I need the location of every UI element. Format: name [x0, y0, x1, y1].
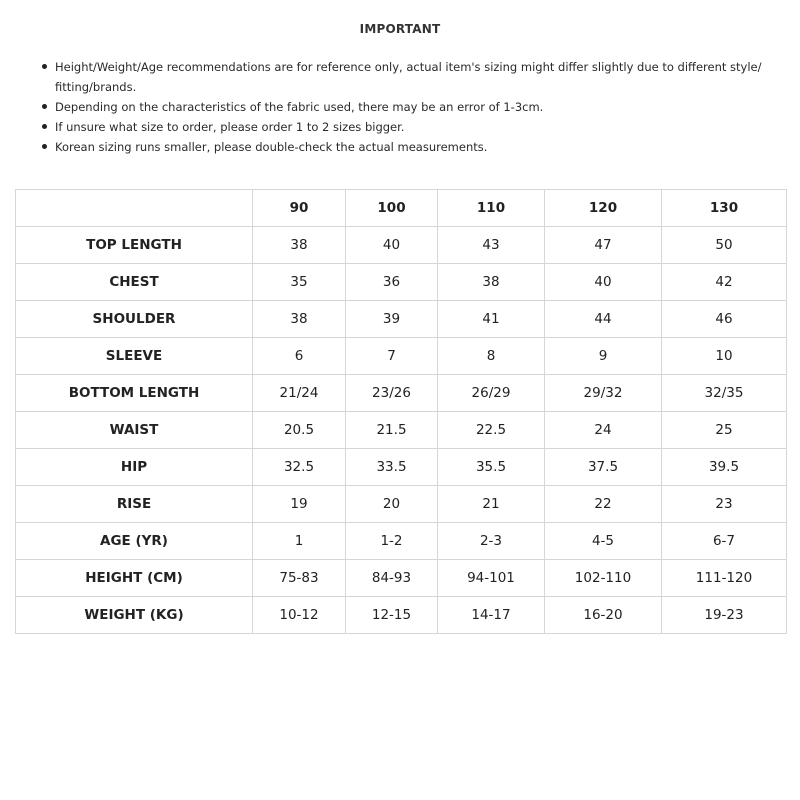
- table-cell: 23: [662, 486, 787, 523]
- corner-cell: [16, 190, 253, 227]
- table-cell: 25: [662, 412, 787, 449]
- table-cell: 37.5: [545, 449, 662, 486]
- table-cell: 36: [346, 264, 438, 301]
- table-cell: 22.5: [438, 412, 545, 449]
- notice-item: Height/Weight/Age recommendations are for reference only, actual item's sizing might differ slightly due to different style/ fitting/brands.: [40, 57, 780, 97]
- table-cell: 1-2: [346, 523, 438, 560]
- row-label: WAIST: [16, 412, 253, 449]
- table-cell: 32.5: [253, 449, 346, 486]
- table-row: [16, 375, 787, 412]
- table-row: [16, 227, 787, 264]
- row-label: SLEEVE: [16, 338, 253, 375]
- notice-item: If unsure what size to order, please order 1 to 2 sizes bigger.: [40, 117, 780, 137]
- table-cell: 40: [346, 227, 438, 264]
- table-cell: 21.5: [346, 412, 438, 449]
- table-cell: 10-12: [253, 597, 346, 634]
- row-label: SHOULDER: [16, 301, 253, 338]
- notice-item: Korean sizing runs smaller, please double-check the actual measurements.: [40, 137, 780, 157]
- table-cell: 19-23: [662, 597, 787, 634]
- row-label: RISE: [16, 486, 253, 523]
- size-header-row: [16, 190, 787, 227]
- table-cell: 21: [438, 486, 545, 523]
- table-cell: 29/32: [545, 375, 662, 412]
- table-cell: 24: [545, 412, 662, 449]
- table-cell: 1: [253, 523, 346, 560]
- notice-list: [40, 57, 780, 157]
- table-row: [16, 449, 787, 486]
- table-row: [16, 523, 787, 560]
- size-chart-table: [15, 189, 787, 634]
- table-cell: 75-83: [253, 560, 346, 597]
- table-cell: 4-5: [545, 523, 662, 560]
- row-label: HEIGHT (CM): [16, 560, 253, 597]
- table-cell: 20.5: [253, 412, 346, 449]
- size-header-cell: 90: [253, 190, 346, 227]
- table-cell: 6: [253, 338, 346, 375]
- table-cell: 12-15: [346, 597, 438, 634]
- table-row: [16, 560, 787, 597]
- table-cell: 111-120: [662, 560, 787, 597]
- table-cell: 94-101: [438, 560, 545, 597]
- table-cell: 33.5: [346, 449, 438, 486]
- table-cell: 46: [662, 301, 787, 338]
- table-cell: 26/29: [438, 375, 545, 412]
- notice-title: IMPORTANT: [359, 22, 441, 36]
- table-cell: 84-93: [346, 560, 438, 597]
- row-label: CHEST: [16, 264, 253, 301]
- table-cell: 20: [346, 486, 438, 523]
- table-row: [16, 597, 787, 634]
- table-cell: 22: [545, 486, 662, 523]
- table-cell: 10: [662, 338, 787, 375]
- row-label: AGE (YR): [16, 523, 253, 560]
- table-row: [16, 412, 787, 449]
- size-header-cell: 120: [545, 190, 662, 227]
- size-header-cell: 100: [346, 190, 438, 227]
- size-header-cell: 110: [438, 190, 545, 227]
- table-cell: 41: [438, 301, 545, 338]
- table-cell: 38: [253, 301, 346, 338]
- table-cell: 39.5: [662, 449, 787, 486]
- table-cell: 38: [438, 264, 545, 301]
- table-cell: 2-3: [438, 523, 545, 560]
- table-cell: 43: [438, 227, 545, 264]
- table-cell: 40: [545, 264, 662, 301]
- table-cell: 32/35: [662, 375, 787, 412]
- table-cell: 23/26: [346, 375, 438, 412]
- table-cell: 50: [662, 227, 787, 264]
- table-cell: 19: [253, 486, 346, 523]
- table-cell: 16-20: [545, 597, 662, 634]
- table-cell: 7: [346, 338, 438, 375]
- table-cell: 39: [346, 301, 438, 338]
- table-row: [16, 486, 787, 523]
- table-cell: 21/24: [253, 375, 346, 412]
- row-label: WEIGHT (KG): [16, 597, 253, 634]
- table-cell: 47: [545, 227, 662, 264]
- table-cell: 102-110: [545, 560, 662, 597]
- table-row: [16, 301, 787, 338]
- table-cell: 14-17: [438, 597, 545, 634]
- notice-item: Depending on the characteristics of the fabric used, there may be an error of 1-3cm.: [40, 97, 780, 117]
- table-cell: 42: [662, 264, 787, 301]
- row-label: TOP LENGTH: [16, 227, 253, 264]
- size-header-cell: 130: [662, 190, 787, 227]
- table-cell: 35.5: [438, 449, 545, 486]
- table-cell: 9: [545, 338, 662, 375]
- table-cell: 44: [545, 301, 662, 338]
- table-cell: 6-7: [662, 523, 787, 560]
- table-cell: 35: [253, 264, 346, 301]
- table-row: [16, 264, 787, 301]
- row-label: HIP: [16, 449, 253, 486]
- table-cell: 8: [438, 338, 545, 375]
- table-cell: 38: [253, 227, 346, 264]
- row-label: BOTTOM LENGTH: [16, 375, 253, 412]
- table-row: [16, 338, 787, 375]
